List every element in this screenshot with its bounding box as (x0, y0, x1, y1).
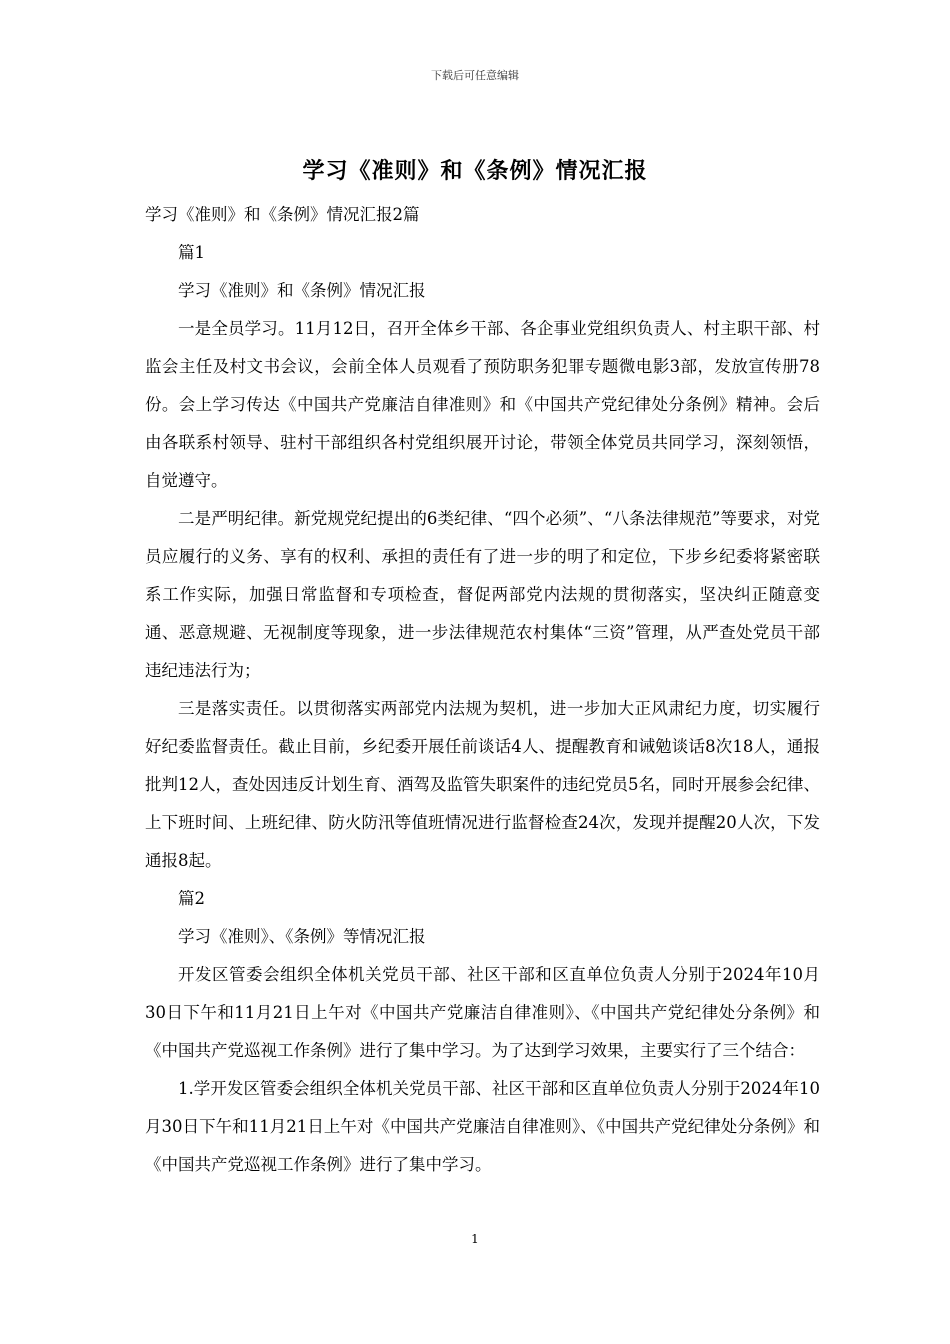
part1-paragraph-2: 二是严明纪律。新党规党纪提出的6类纪律、“四个必须”、“八条法律规范”等要求，对党员应履行的义务、享有的权利、承担的责任有了进一步的明了和定位，下步乡纪委将紧密联系工作实际，加强日常监督和专项检查，督促两部党内法规的贯彻落实，坚决纠正随意变通、恶意规避、无视制度等现象，进一步法律规范农村集体“三资”管理，从严查处党员干部违纪违法行为； (145, 509, 820, 680)
page-number: 1 (471, 1232, 479, 1246)
document-subtitle: 学习《准则》和《条例》情况汇报2篇 (145, 205, 420, 224)
document-title: 学习《准则》和《条例》情况汇报 (302, 158, 648, 184)
document-body (145, 196, 820, 1184)
part2-paragraph-1: 开发区管委会组织全体机关党员干部、社区干部和区直单位负责人分别于2024年10月30日下午和11月21日上午对《中国共产党廉洁自律准则》、《中国共产党纪律处分条例》和《中国共产党巡视工作条例》进行了集中学习。为了达到学习效果，主要实行了三个结合： (145, 965, 820, 1060)
part1-paragraph-3: 三是落实责任。以贯彻落实两部党内法规为契机，进一步加大正风肃纪力度，切实履行好纪委监督责任。截止目前，乡纪委开展任前谈话4人、提醒教育和诫勉谈话8次18人，通报批判12人，查处因违反计划生育、酒驾及监管失职案件的违纪党员5名，同时开展参会纪律、上下班时间、上班纪律、防火防汛等值班情况进行监督检查24次，发现并提醒20人次，下发通报8起。 (145, 699, 820, 870)
page-header-note: 下载后可任意编辑 (431, 69, 519, 82)
part1-label: 篇1 (178, 243, 205, 262)
part2-heading: 学习《准则》、《条例》等情况汇报 (178, 927, 426, 946)
part2-paragraph-2: 1.学开发区管委会组织全体机关党员干部、社区干部和区直单位负责人分别于2024年10月30日下午和11月21日上午对《中国共产党廉洁自律准则》、《中国共产党纪律处分条例》和《中国共产党巡视工作条例》进行了集中学习。 (145, 1079, 820, 1174)
part2-label: 篇2 (178, 889, 205, 908)
part1-paragraph-1: 一是全员学习。11月12日，召开全体乡干部、各企事业党组织负责人、村主职干部、村监会主任及村文书会议，会前全体人员观看了预防职务犯罪专题微电影3部，发放宣传册78份。会上学习传达《中国共产党廉洁自律准则》和《中国共产党纪律处分条例》精神。会后由各联系村领导、驻村干部组织各村党组织展开讨论，带领全体党员共同学习，深刻领悟，自觉遵守。 (145, 319, 820, 490)
part1-heading: 学习《准则》和《条例》情况汇报 (178, 281, 426, 300)
